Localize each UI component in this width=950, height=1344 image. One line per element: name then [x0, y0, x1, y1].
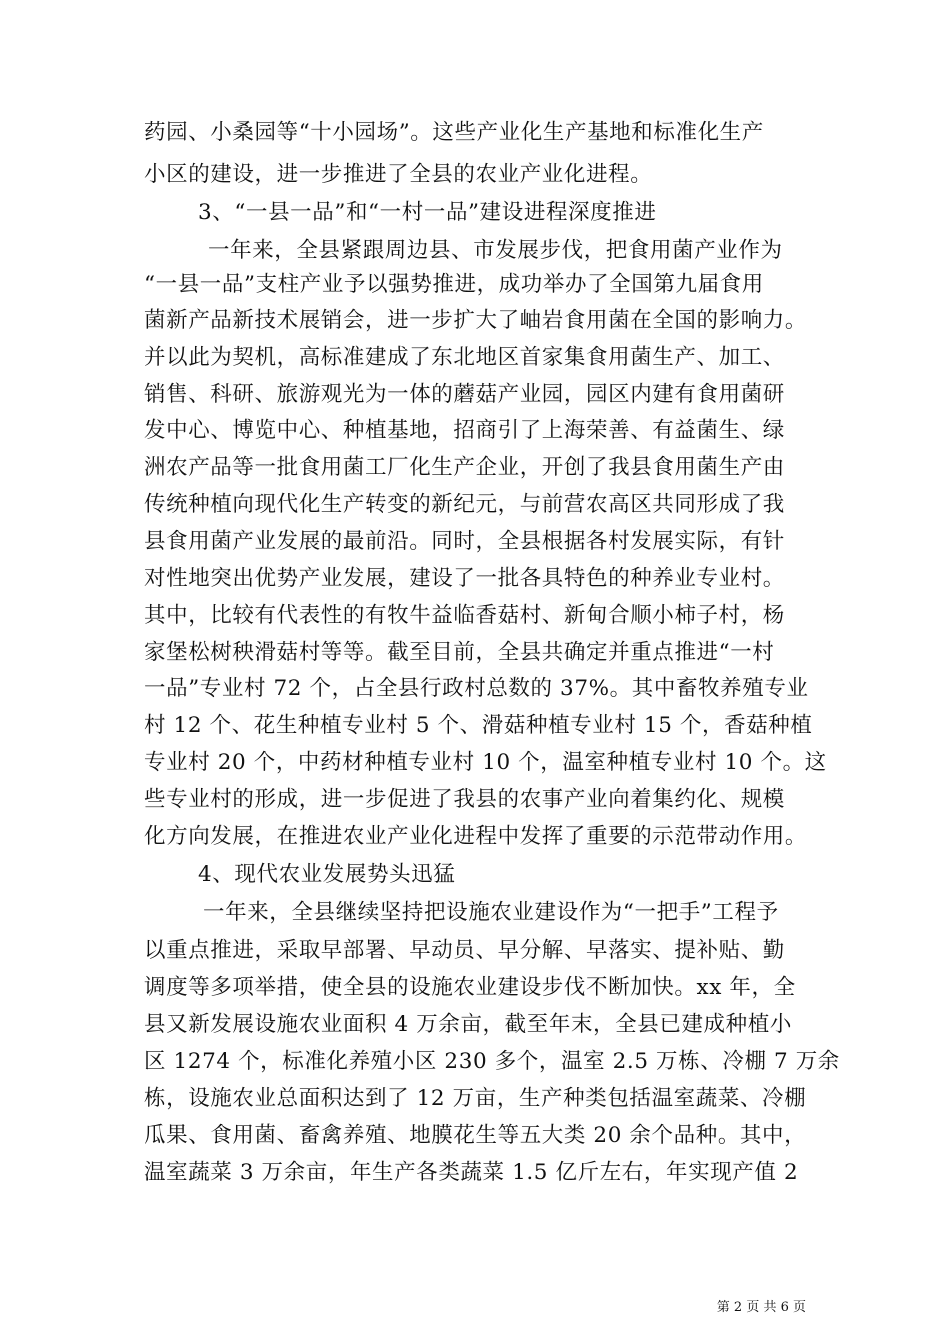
body-text-line: 县又新发展设施农业面积 4 万余亩，截至年末，全县已建成种植小 [144, 1012, 792, 1037]
page-number-footer: 第 2 页 共 6 页 [716, 1300, 806, 1315]
body-text-line: 村 12 个、花生种植专业村 5 个、滑菇种植专业村 15 个，香菇种植 [144, 713, 813, 738]
body-text-line: “一县一品”支柱产业予以强势推进，成功举办了全国第九届食用 [144, 272, 764, 297]
body-text-line: 瓜果、食用菌、畜禽养殖、地膜花生等五大类 20 余个品种。其中， [144, 1123, 807, 1148]
body-text-line: 温室蔬菜 3 万余亩，年生产各类蔬菜 1.5 亿斤左右，年实现产值 2 [144, 1160, 799, 1185]
body-text-line: 县食用菌产业发展的最前沿。同时，全县根据各村发展实际，有针 [144, 529, 785, 554]
section-heading: 4、现代农业发展势头迅猛 [198, 862, 456, 887]
body-text-line: 传统种植向现代化生产转变的新纪元，与前营农高区共同形成了我 [144, 492, 785, 517]
body-text-line: 家堡松树秧滑菇村等等。截至目前，全县共确定并重点推进“一村 [144, 640, 775, 665]
body-text-line: 专业村 20 个，中药材种植专业村 10 个，温室种植专业村 10 个。这 [144, 750, 827, 775]
body-text-line: 洲农产品等一批食用菌工厂化生产企业，开创了我县食用菌生产由 [144, 455, 785, 480]
paragraph-first-line: 一年来，全县继续坚持把设施农业建设作为“一把手”工程予 [203, 900, 779, 925]
body-text-line: 对性地突出优势产业发展，建设了一批各具特色的种养业专业村。 [144, 566, 785, 591]
body-text-line: 销售、科研、旅游观光为一体的蘑菇产业园，园区内建有食用菌研 [144, 382, 785, 407]
body-text-line: 区 1274 个，标准化养殖小区 230 多个，温室 2.5 万栋、冷棚 7 万余 [144, 1049, 840, 1074]
body-text-line: 调度等多项举措，使全县的设施农业建设步伐不断加快。xx 年，全 [144, 975, 796, 1000]
body-text-line: 并以此为契机，高标准建成了东北地区首家集食用菌生产、加工、 [144, 345, 785, 370]
body-text-line: 小区的建设，进一步推进了全县的农业产业化进程。 [144, 162, 653, 187]
body-text-line: 些专业村的形成，进一步促进了我县的农事产业向着集约化、规模 [144, 787, 785, 812]
section-heading: 3、“一县一品”和“一村一品”建设进程深度推进 [198, 200, 657, 225]
body-text-line: 发中心、博览中心、种植基地，招商引了上海荣善、有益菌生、绿 [144, 418, 785, 443]
body-text-line: 菌新产品新技术展销会，进一步扩大了岫岩食用菌在全国的影响力。 [144, 308, 808, 333]
body-text-line: 以重点推进，采取早部署、早动员、早分解、早落实、提补贴、勤 [144, 938, 785, 963]
body-text-line: 药园、小桑园等“十小园场”。这些产业化生产基地和标准化生产 [144, 120, 764, 145]
body-text-line: 其中，比较有代表性的有牧牛益临香菇村、新甸合顺小柿子村，杨 [144, 603, 785, 628]
paragraph-first-line: 一年来，全县紧跟周边县、市发展步伐，把食用菌产业作为 [208, 238, 783, 263]
body-text-line: 一品”专业村 72 个，占全县行政村总数的 37%。其中畜牧养殖专业 [144, 676, 809, 701]
body-text-line: 化方向发展，在推进农业产业化进程中发挥了重要的示范带动作用。 [144, 824, 808, 849]
body-text-line: 栋，设施农业总面积达到了 12 万亩，生产种类包括温室蔬菜、冷棚 [144, 1086, 807, 1111]
